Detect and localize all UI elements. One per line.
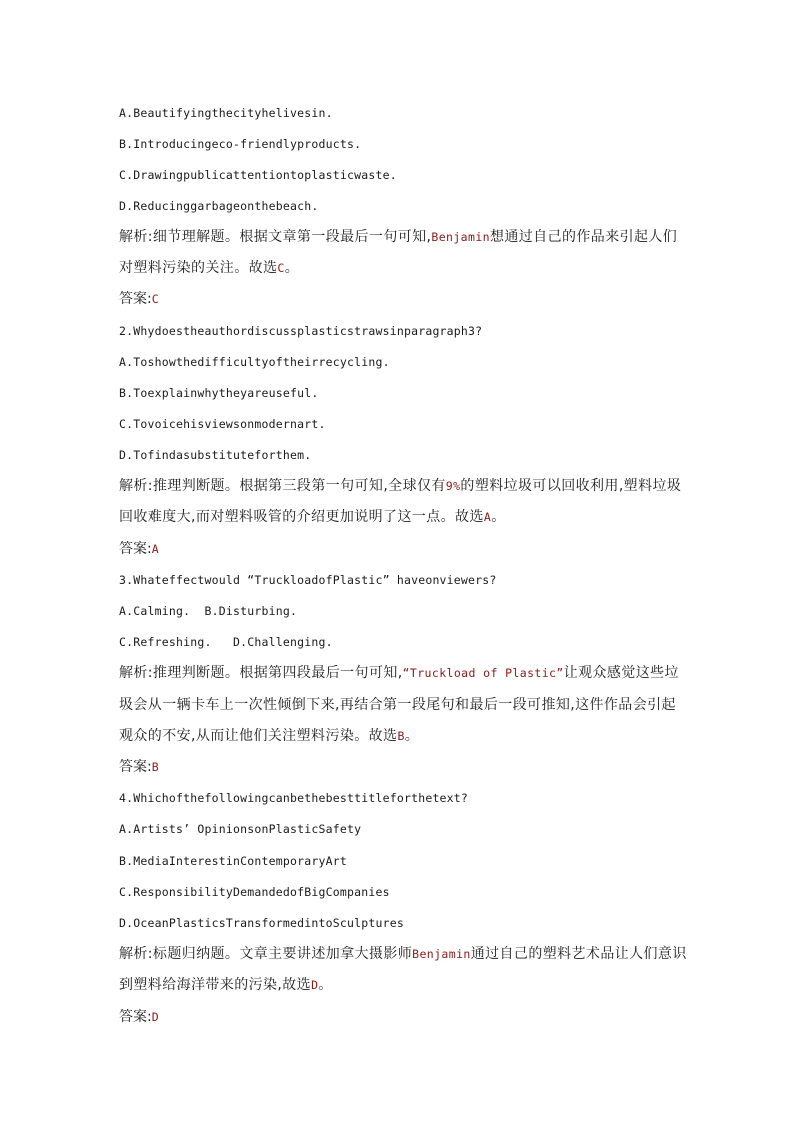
q2-analysis-text: 解析:推理判断题。根据第三段第一句可知,全球仅有 (119, 478, 446, 494)
q1-answer (119, 289, 159, 309)
q1-option-b: B.Introducingeco-friendlyproducts. (119, 137, 362, 151)
answer-label: 答案: (119, 291, 152, 307)
q3-analysis-text: 让观众感觉这些垃 (563, 665, 679, 681)
q1-option-a: A.Beautifyingthecityhelivesin. (119, 106, 333, 120)
answer-label: 答案: (119, 1009, 152, 1025)
q2-analysis-highlight: A (483, 510, 492, 524)
q1-analysis-text: 对塑料污染的关注。故选 (119, 260, 278, 276)
q3-analysis-text: 观众的不安,从而让他们关注塑料污染。故选 (119, 728, 398, 744)
q1-analysis-text: 解析:细节理解题。根据文章第一段最后一句可知, (119, 229, 432, 245)
q2-analysis-highlight: 9% (445, 479, 461, 493)
q3-analysis-line-3 (119, 726, 419, 746)
q2-analysis-line-2 (119, 507, 506, 527)
q2-question: 2.Whydoestheauthordiscussplasticstrawsinparagraph3? (119, 324, 483, 338)
q4-question: 4.Whichofthefollowingcanbethebesttitleforthetext? (119, 791, 469, 805)
q4-option-b: B.MediaInterestinContemporaryArt (119, 854, 347, 868)
q1-analysis-highlight: Benjamin (431, 230, 490, 244)
q1-analysis-text: 想通过自己的作品来引起人们 (489, 229, 678, 245)
q1-analysis-text: 。 (284, 260, 300, 276)
q1-analysis-line-2 (119, 258, 299, 278)
q2-analysis-text: 。 (491, 509, 506, 525)
answer-value: C (151, 292, 159, 306)
q2-option-a: A.Toshowthedifficultyoftheirrecycling. (119, 355, 390, 369)
q3-options-row-1: A.Calming. B.Disturbing. (119, 604, 298, 618)
answer-label: 答案: (119, 541, 152, 557)
q3-analysis-text: 。 (404, 728, 420, 744)
q3-analysis-text: 解析:推理判断题。根据第四段最后一句可知, (119, 665, 403, 681)
q3-options-row-2: C.Refreshing. D.Challenging. (119, 635, 333, 649)
q2-analysis-text: 回收难度大,而对塑料吸管的介绍更加说明了这一点。故选 (119, 509, 484, 525)
q4-analysis-text: 通过自己的塑料艺术品让人们意识 (470, 946, 687, 962)
q3-analysis-highlight: B (397, 729, 405, 743)
q4-analysis-line-2 (119, 975, 333, 995)
q2-option-d: D.Tofindasubstituteforthem. (119, 448, 312, 462)
q4-analysis-highlight: D (311, 978, 319, 992)
answer-value: B (151, 760, 159, 774)
q2-analysis-text: 的塑料垃圾可以回收利用,塑料垃圾 (460, 478, 682, 494)
q4-answer (119, 1007, 159, 1027)
q1-analysis-line-1 (119, 227, 677, 247)
q4-analysis-line-1 (119, 944, 687, 964)
q4-analysis-highlight: Benjamin (412, 947, 471, 961)
q4-analysis-text: 到塑料给海洋带来的污染,故选 (119, 977, 312, 993)
q3-analysis-line-2: 圾会从一辆卡车上一次性倾倒下来,再结合第一段尾句和最后一段可推知,这件作品会引起 (119, 697, 676, 713)
q3-analysis-line-1 (119, 663, 679, 683)
answer-value: A (151, 542, 159, 556)
q1-option-d: D.Reducinggarbageonthebeach. (119, 199, 319, 213)
q4-option-c: C.ResponsibilityDemandedofBigCompanies (119, 885, 390, 899)
q2-option-b: B.Toexplainwhytheyareuseful. (119, 386, 319, 400)
q1-analysis-highlight: C (277, 261, 285, 275)
q4-analysis-text: 。 (318, 977, 333, 993)
q1-option-c: C.Drawingpublicattentiontoplasticwaste. (119, 168, 397, 182)
q3-answer (119, 757, 159, 777)
q4-option-a: A.Artists’ OpinionsonPlasticSafety (119, 822, 362, 836)
q2-option-c: C.Tovoicehisviewsonmodernart. (119, 417, 326, 431)
q4-option-d: D.OceanPlasticsTransformedintoSculptures (119, 916, 404, 930)
q4-analysis-text: 解析:标题归纳题。文章主要讲述加拿大摄影师 (119, 946, 413, 962)
answer-value: D (151, 1010, 159, 1024)
q3-question: 3.Whateffectwould “TruckloadofPlastic” haveonviewers? (119, 573, 497, 587)
q2-analysis-line-1 (119, 476, 681, 496)
answer-label: 答案: (119, 759, 152, 775)
q3-analysis-highlight: “Truckload of Plastic” (402, 666, 564, 680)
q2-answer (119, 539, 159, 559)
